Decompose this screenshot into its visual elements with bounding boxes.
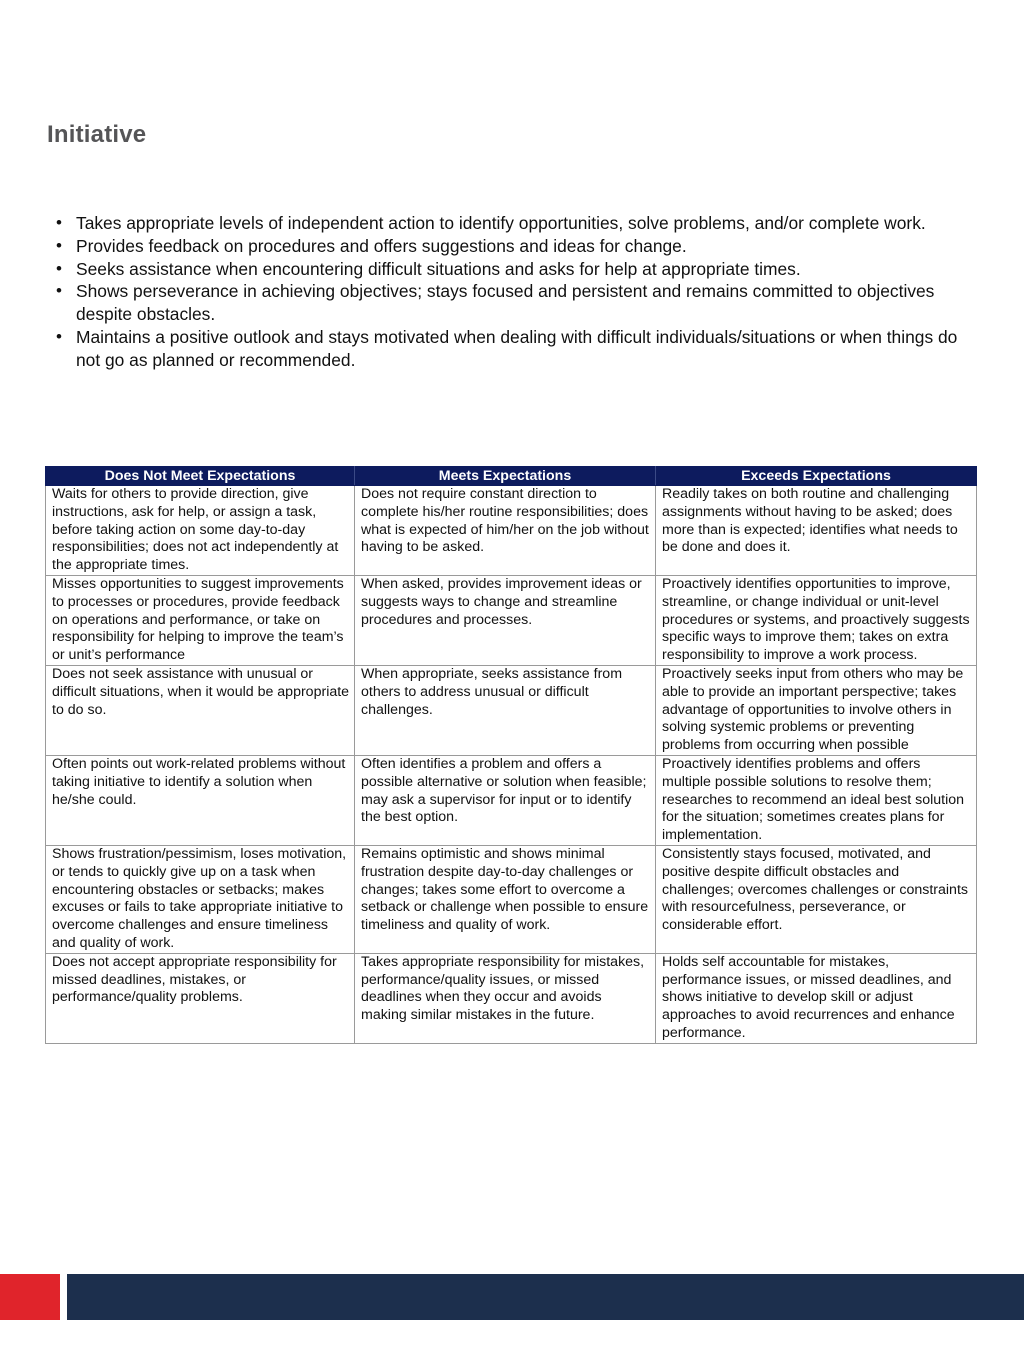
bullet-text: Takes appropriate levels of independent action to identify opportunities, solve problems, and/or complete work. xyxy=(76,213,926,233)
cell-meets: Does not require constant direction to complete his/her routine responsibilities; does what is expected of him/her on the job without having to be asked. xyxy=(355,486,656,576)
bullet-item xyxy=(56,258,966,281)
cell-exceeds: Proactively identifies opportunities to improve, streamline, or change individual or unit-level procedures or systems, and proactively suggests specific ways to improve them; takes on extra responsibility to improve a work process. xyxy=(656,575,977,665)
bullet-text: Maintains a positive outlook and stays motivated when dealing with difficult individuals/situations or when things do not go as planned or recommended. xyxy=(76,326,958,370)
bullet-icon: • xyxy=(56,258,62,278)
cell-exceeds: Readily takes on both routine and challenging assignments without having to be asked; does more than is expected; identifies what needs to be done and does it. xyxy=(656,486,977,576)
cell-does-not-meet: Waits for others to provide direction, give instructions, ask for help, or assign a task, before taking action on some day-to-day responsibilities; does not act independently at the appropriate times. xyxy=(46,486,355,576)
table-row xyxy=(46,755,977,845)
bullet-item xyxy=(56,326,966,372)
header-meets: Meets Expectations xyxy=(355,467,656,486)
footer-accent-bar xyxy=(0,1274,60,1320)
bullet-icon: • xyxy=(56,213,62,232)
cell-meets: Remains optimistic and shows minimal frustration despite day-to-day challenges or changes; takes some effort to overcome a setback or challenge when possible to ensure timeliness and quality of work. xyxy=(355,845,656,953)
bullet-icon: • xyxy=(56,281,62,301)
footer-bar xyxy=(67,1274,1024,1320)
bullet-text: Provides feedback on procedures and offers suggestions and ideas for change. xyxy=(76,235,687,256)
page-title: Initiative xyxy=(47,121,147,148)
table-row xyxy=(46,486,977,576)
cell-exceeds: Consistently stays focused, motivated, and positive despite difficult obstacles and challenges; overcomes challenges or constraints with resourcefulness, perseverance, or considerable effort. xyxy=(656,845,977,953)
cell-does-not-meet: Misses opportunities to suggest improvements to processes or procedures, provide feedback on operations and performance, or take on responsibility for helping to improve the team’s or unit’s performance xyxy=(46,575,355,665)
cell-meets: When appropriate, seeks assistance from others to address unusual or difficult challenges. xyxy=(355,665,656,755)
cell-meets: Takes appropriate responsibility for mistakes, performance/quality issues, or missed deadlines when they occur and avoids making similar mistakes in the future. xyxy=(355,953,656,1043)
table-row xyxy=(46,953,977,1043)
cell-does-not-meet: Shows frustration/pessimism, loses motivation, or tends to quickly give up on a task when encountering obstacles or setbacks; makes excuses or fails to take appropriate initiative to overcome challenges and ensure timeliness and quality of work. xyxy=(46,845,355,953)
cell-meets: When asked, provides improvement ideas or suggests ways to change and streamline procedures and processes. xyxy=(355,575,656,665)
table-row xyxy=(46,845,977,953)
bullet-text: Seeks assistance when encountering difficult situations and asks for help at appropriate times. xyxy=(76,258,801,279)
cell-exceeds: Holds self accountable for mistakes, performance issues, or missed deadlines, and shows initiative to develop skill or adjust approaches to avoid recurrences and enhance performance. xyxy=(656,953,977,1043)
bullet-icon: • xyxy=(56,326,62,346)
cell-exceeds: Proactively seeks input from others who may be able to provide an important perspective; takes advantage of opportunities to involve others in solving systemic problems or preventing problems from occurring when possible xyxy=(656,665,977,755)
table-row xyxy=(46,575,977,665)
expectations-table xyxy=(45,466,977,1044)
table-header-row xyxy=(46,467,977,486)
cell-does-not-meet: Does not accept appropriate responsibility for missed deadlines, mistakes, or performance/quality problems. xyxy=(46,953,355,1043)
bullet-item xyxy=(56,235,966,258)
initiative-bullet-list xyxy=(56,212,966,372)
bullet-item xyxy=(56,212,966,235)
table-row xyxy=(46,665,977,755)
cell-exceeds: Proactively identifies problems and offers multiple possible solutions to resolve them; researches to recommend an ideal best solution for the situation; sometimes creates plans for implementation. xyxy=(656,755,977,845)
bullet-icon: • xyxy=(56,235,62,255)
cell-does-not-meet: Does not seek assistance with unusual or difficult situations, when it would be appropriate to do so. xyxy=(46,665,355,755)
bullet-text: Shows perseverance in achieving objectives; stays focused and persistent and remains committed to objectives despite obstacles. xyxy=(76,281,935,325)
header-does-not-meet: Does Not Meet Expectations xyxy=(46,467,355,486)
header-exceeds: Exceeds Expectations xyxy=(656,467,977,486)
bullet-item xyxy=(56,280,966,326)
cell-meets: Often identifies a problem and offers a possible alternative or solution when feasible; may ask a supervisor for input or to identify the best option. xyxy=(355,755,656,845)
cell-does-not-meet: Often points out work-related problems without taking initiative to identify a solution when he/she could. xyxy=(46,755,355,845)
